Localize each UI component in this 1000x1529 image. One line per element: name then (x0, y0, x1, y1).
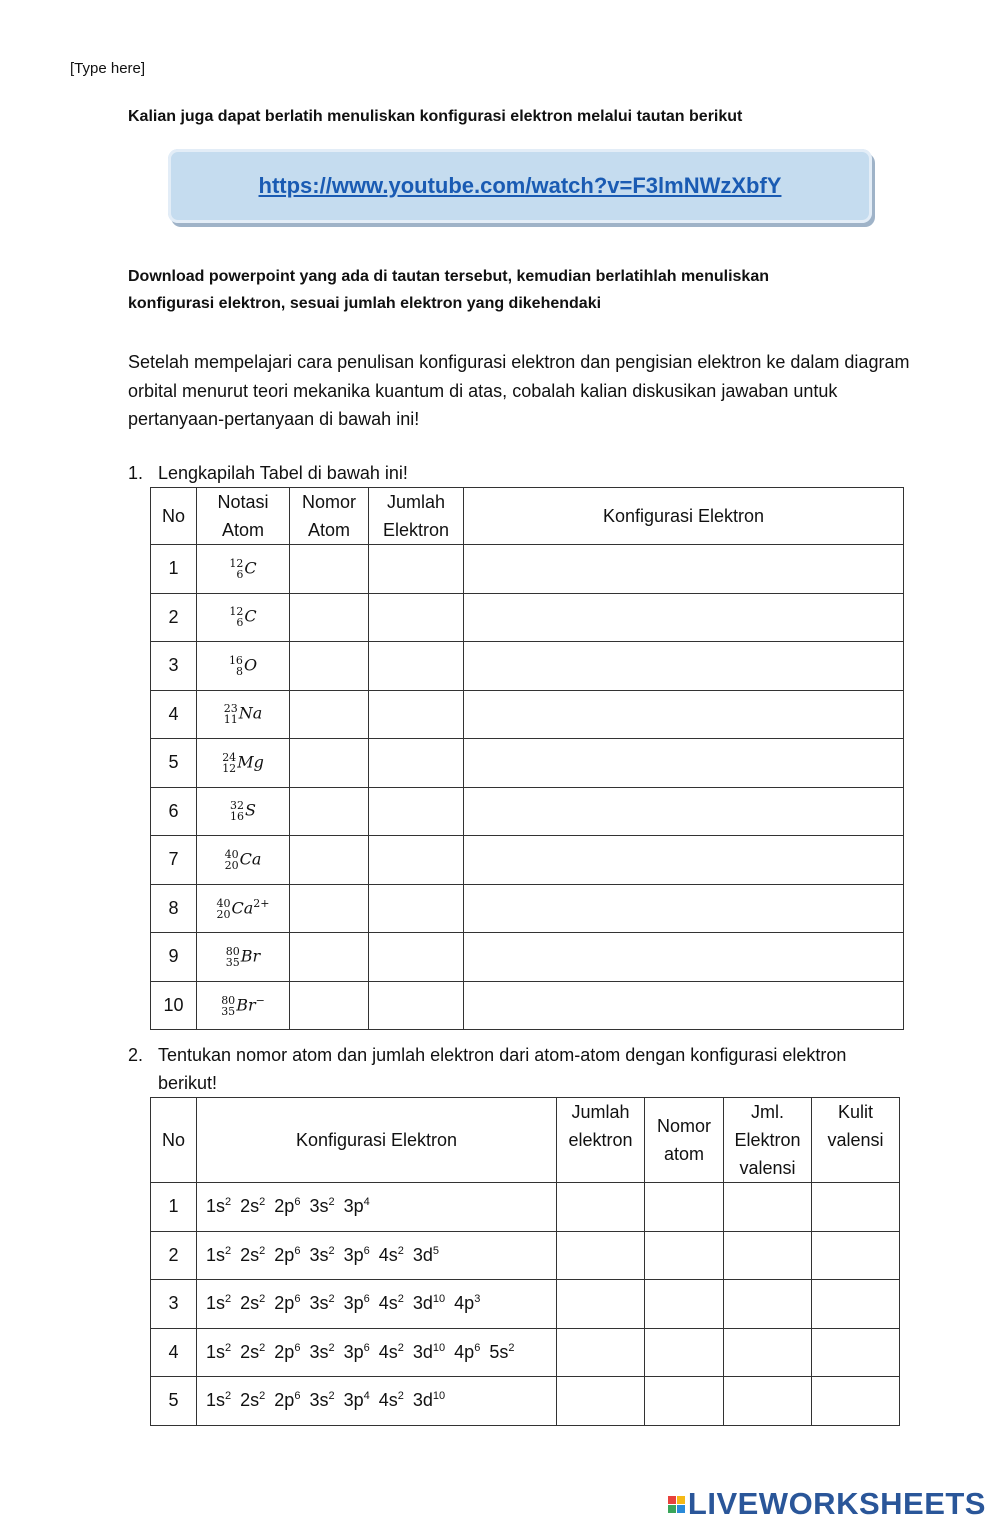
orbital-term: $2s^2$ (240, 1244, 266, 1265)
isotope-numbers (225, 849, 239, 871)
orbital-term: $2p^6$ (274, 1244, 301, 1265)
mass-number: 32 (230, 799, 245, 813)
orbital-term: $2s^2$ (240, 1196, 266, 1217)
youtube-link[interactable]: https://www.youtube.com/watch?v=F3lmNWzXbfY (258, 173, 782, 198)
cell-no: 2 (151, 1231, 197, 1280)
element-symbol: Mg (237, 752, 264, 772)
orbital-term: $1s^2$ (206, 1341, 232, 1362)
cell-jml-elektron-valensi[interactable] (724, 1231, 812, 1280)
header-no: No (151, 488, 197, 545)
question-1-number: 1. (128, 463, 144, 483)
cell-jumlah-elektron[interactable] (369, 836, 464, 885)
orbital-term: $4s^2$ (378, 1244, 404, 1265)
table-electron-config (150, 1097, 900, 1426)
cell-jml-elektron-valensi[interactable] (724, 1377, 812, 1426)
orbital-term: $3s^2$ (309, 1196, 335, 1217)
cell-electron-config (197, 1183, 557, 1232)
orbital-term: $4p^3$ (454, 1293, 481, 1314)
cell-jml-elektron-valensi[interactable] (724, 1183, 812, 1232)
cell-konfigurasi[interactable] (464, 933, 904, 982)
cell-nomor-atom[interactable] (290, 545, 369, 594)
table-row (151, 1231, 900, 1280)
atomic-number: 20 (224, 858, 239, 872)
cell-jumlah-elektron[interactable] (557, 1280, 645, 1329)
isotope-numbers (229, 655, 243, 677)
table-row (151, 981, 904, 1030)
element-symbol: Ca (239, 849, 262, 869)
cell-kulit-valensi[interactable] (812, 1377, 900, 1426)
cell-atom-notation (197, 836, 290, 885)
cell-atom-notation (197, 642, 290, 691)
isotope-numbers (229, 606, 243, 628)
orbital-term: $4p^6$ (454, 1341, 481, 1362)
header-notasi-atom: Notasi Atom (197, 488, 290, 545)
cell-nomor-atom[interactable] (290, 690, 369, 739)
header-jumlah-elektron: Jumlah elektron (557, 1098, 645, 1183)
orbital-term: $3p^4$ (343, 1196, 370, 1217)
cell-konfigurasi[interactable] (464, 739, 904, 788)
mass-number: 80 (221, 993, 236, 1007)
orbital-term: $3p^6$ (343, 1293, 370, 1314)
orbital-term: $1s^2$ (206, 1244, 232, 1265)
cell-no: 4 (151, 1328, 197, 1377)
atomic-number: 12 (222, 761, 237, 775)
atomic-number: 35 (221, 1004, 236, 1018)
mass-number: 16 (228, 653, 243, 667)
table-row (151, 1183, 900, 1232)
cell-konfigurasi[interactable] (464, 787, 904, 836)
question-2-number: 2. (128, 1045, 144, 1065)
cell-no: 8 (151, 884, 197, 933)
cell-no: 5 (151, 1377, 197, 1426)
table-row (151, 787, 904, 836)
isotope-numbers (229, 558, 243, 580)
ion-charge: − (255, 993, 265, 1007)
orbital-term: $3p^4$ (343, 1390, 370, 1411)
cell-atom-notation (197, 739, 290, 788)
cell-nomor-atom[interactable] (290, 593, 369, 642)
cell-nomor-atom[interactable] (290, 787, 369, 836)
cell-nomor-atom[interactable] (290, 836, 369, 885)
cell-atom-notation (197, 981, 290, 1030)
cell-konfigurasi[interactable] (464, 836, 904, 885)
liveworksheets-logo (668, 1486, 986, 1522)
isotope-numbers (222, 752, 236, 774)
orbital-term: $2p^6$ (274, 1390, 301, 1411)
element-symbol: S (245, 800, 256, 820)
orbital-term: $3p^6$ (343, 1244, 370, 1265)
header-note: [Type here] (70, 60, 146, 77)
table-row (151, 884, 904, 933)
cell-nomor-atom[interactable] (645, 1377, 724, 1426)
cell-kulit-valensi[interactable] (812, 1231, 900, 1280)
cell-jumlah-elektron[interactable] (369, 593, 464, 642)
isotope-numbers (217, 898, 231, 920)
table-row (151, 1328, 900, 1377)
orbital-term: $1s^2$ (206, 1293, 232, 1314)
cell-jumlah-elektron[interactable] (369, 787, 464, 836)
logo-square (668, 1496, 676, 1504)
orbital-term: $2s^2$ (240, 1341, 266, 1362)
cell-atom-notation (197, 933, 290, 982)
orbital-term: $2p^6$ (274, 1196, 301, 1217)
table-row (151, 1280, 900, 1329)
atomic-number: 6 (236, 616, 244, 630)
table-row (151, 933, 904, 982)
cell-konfigurasi[interactable] (464, 593, 904, 642)
mass-number: 40 (216, 896, 231, 910)
table-row (151, 545, 904, 594)
cell-no: 4 (151, 690, 197, 739)
cell-nomor-atom[interactable] (645, 1280, 724, 1329)
orbital-term: $3s^2$ (309, 1293, 335, 1314)
download-line-2: konfigurasi elektron, sesuai jumlah elektron yang dikehendaki (128, 295, 602, 312)
isotope-numbers (221, 995, 235, 1017)
cell-jml-elektron-valensi[interactable] (724, 1328, 812, 1377)
mass-number: 23 (223, 702, 238, 716)
orbital-term: $5s^2$ (489, 1341, 515, 1362)
orbital-term: $3d^5$ (412, 1244, 440, 1265)
mass-number: 12 (229, 605, 244, 619)
cell-jumlah-elektron[interactable] (557, 1231, 645, 1280)
logo-square (677, 1496, 685, 1504)
download-instruction (128, 263, 769, 317)
cell-konfigurasi[interactable] (464, 981, 904, 1030)
cell-atom-notation (197, 787, 290, 836)
cell-kulit-valensi[interactable] (812, 1328, 900, 1377)
cell-atom-notation (197, 545, 290, 594)
mass-number: 12 (229, 556, 244, 570)
mass-number: 24 (222, 750, 237, 764)
question-2 (128, 1041, 948, 1097)
cell-konfigurasi[interactable] (464, 545, 904, 594)
mass-number: 80 (225, 944, 240, 958)
cell-no: 1 (151, 1183, 197, 1232)
cell-nomor-atom[interactable] (645, 1183, 724, 1232)
cell-jumlah-elektron[interactable] (369, 884, 464, 933)
orbital-term: $2p^6$ (274, 1341, 301, 1362)
cell-nomor-atom[interactable] (290, 884, 369, 933)
table-row (151, 739, 904, 788)
cell-jumlah-elektron[interactable] (369, 933, 464, 982)
question-1 (128, 459, 928, 487)
table-row (151, 690, 904, 739)
cell-no: 7 (151, 836, 197, 885)
logo-square (677, 1505, 685, 1513)
orbital-term: $4s^2$ (378, 1293, 404, 1314)
orbital-term: $3d^{10}$ (412, 1293, 446, 1314)
orbital-term: $3d^{10}$ (412, 1390, 446, 1411)
cell-atom-notation (197, 690, 290, 739)
cell-electron-config (197, 1328, 557, 1377)
header-no: No (151, 1098, 197, 1183)
cell-jumlah-elektron[interactable] (369, 739, 464, 788)
header-jml-elektron-valensi: Jml. Elektron valensi (724, 1098, 812, 1183)
element-symbol: Ca (231, 898, 254, 918)
header-kulit-valensi: Kulit valensi (812, 1098, 900, 1183)
cell-atom-notation (197, 593, 290, 642)
element-symbol: Br (236, 995, 256, 1015)
cell-jumlah-elektron[interactable] (557, 1328, 645, 1377)
question-1-text: Lengkapilah Tabel di bawah ini! (158, 463, 408, 483)
cell-no: 3 (151, 642, 197, 691)
orbital-term: $3s^2$ (309, 1244, 335, 1265)
cell-nomor-atom[interactable] (290, 933, 369, 982)
cell-no: 6 (151, 787, 197, 836)
header-konfigurasi: Konfigurasi Elektron (197, 1098, 557, 1183)
cell-konfigurasi[interactable] (464, 642, 904, 691)
cell-kulit-valensi[interactable] (812, 1280, 900, 1329)
question-2-line-1: Tentukan nomor atom dan jumlah elektron dari atom-atom dengan konfigurasi elektron (158, 1045, 847, 1065)
cell-atom-notation (197, 884, 290, 933)
table-atom-notation (150, 487, 904, 1030)
atomic-number: 8 (235, 664, 243, 678)
cell-nomor-atom[interactable] (290, 739, 369, 788)
link-box (168, 149, 872, 223)
orbital-term: $3s^2$ (309, 1341, 335, 1362)
header-nomor-atom: Nomor Atom (290, 488, 369, 545)
cell-jumlah-elektron[interactable] (369, 690, 464, 739)
mass-number: 40 (224, 847, 239, 861)
header-jumlah-elektron: Jumlah Elektron (369, 488, 464, 545)
intro-paragraph: Setelah mempelajari cara penulisan konfigurasi elektron dan pengisian elektron ke dalam diagram orbital menurut teori mekanika kuantum di atas, cobalah kalian diskusikan jawaban untuk pertanyaan-pertanyaan di bawah ini! (128, 352, 910, 429)
logo-icon (668, 1496, 685, 1513)
cell-kulit-valensi[interactable] (812, 1183, 900, 1232)
orbital-term: $4s^2$ (378, 1390, 404, 1411)
cell-konfigurasi[interactable] (464, 884, 904, 933)
atomic-number: 16 (230, 810, 245, 824)
isotope-numbers (226, 946, 240, 968)
logo-text: LIVEWORKSHEETS (687, 1486, 986, 1521)
cell-nomor-atom[interactable] (290, 981, 369, 1030)
atomic-number: 20 (216, 907, 231, 921)
question-2-line-2: berikut! (158, 1073, 218, 1093)
element-symbol: Na (238, 703, 263, 723)
atomic-number: 35 (225, 955, 240, 969)
cell-nomor-atom[interactable] (290, 642, 369, 691)
table-row (151, 836, 904, 885)
isotope-numbers (230, 800, 244, 822)
cell-electron-config (197, 1377, 557, 1426)
element-symbol: C (244, 606, 257, 626)
atomic-number: 11 (223, 713, 238, 727)
cell-jumlah-elektron[interactable] (369, 642, 464, 691)
logo-square (668, 1505, 676, 1513)
cell-jml-elektron-valensi[interactable] (724, 1280, 812, 1329)
header-nomor-atom: Nomor atom (645, 1098, 724, 1183)
element-symbol: O (243, 655, 258, 675)
cell-no: 1 (151, 545, 197, 594)
download-line-1: Download powerpoint yang ada di tautan tersebut, kemudian berlatihlah menuliskan (128, 268, 769, 285)
isotope-numbers (224, 703, 238, 725)
cell-no: 3 (151, 1280, 197, 1329)
cell-electron-config (197, 1231, 557, 1280)
table-row (151, 1377, 900, 1426)
cell-jumlah-elektron[interactable] (369, 545, 464, 594)
header-konfigurasi: Konfigurasi Elektron (464, 488, 904, 545)
cell-jumlah-elektron[interactable] (557, 1183, 645, 1232)
cell-nomor-atom[interactable] (645, 1328, 724, 1377)
orbital-term: $1s^2$ (206, 1196, 232, 1217)
cell-nomor-atom[interactable] (645, 1231, 724, 1280)
cell-no: 5 (151, 739, 197, 788)
ion-charge: 2+ (253, 896, 270, 910)
cell-jumlah-elektron[interactable] (369, 981, 464, 1030)
table-row (151, 642, 904, 691)
cell-no: 9 (151, 933, 197, 982)
orbital-term: $3s^2$ (309, 1390, 335, 1411)
atomic-number: 6 (236, 567, 244, 581)
cell-no: 10 (151, 981, 197, 1030)
orbital-term: $2s^2$ (240, 1390, 266, 1411)
element-symbol: Br (240, 946, 261, 966)
cell-no: 2 (151, 593, 197, 642)
table-row (151, 593, 904, 642)
intro-line: Kalian juga dapat berlatih menuliskan konfigurasi elektron melalui tautan berikut (128, 108, 743, 125)
orbital-term: $2s^2$ (240, 1293, 266, 1314)
orbital-term: $2p^6$ (274, 1293, 301, 1314)
cell-jumlah-elektron[interactable] (557, 1377, 645, 1426)
element-symbol: C (244, 558, 257, 578)
cell-konfigurasi[interactable] (464, 690, 904, 739)
orbital-term: $1s^2$ (206, 1390, 232, 1411)
orbital-term: $4s^2$ (378, 1341, 404, 1362)
cell-electron-config (197, 1280, 557, 1329)
orbital-term: $3p^6$ (343, 1341, 370, 1362)
orbital-term: $3d^{10}$ (412, 1341, 446, 1362)
